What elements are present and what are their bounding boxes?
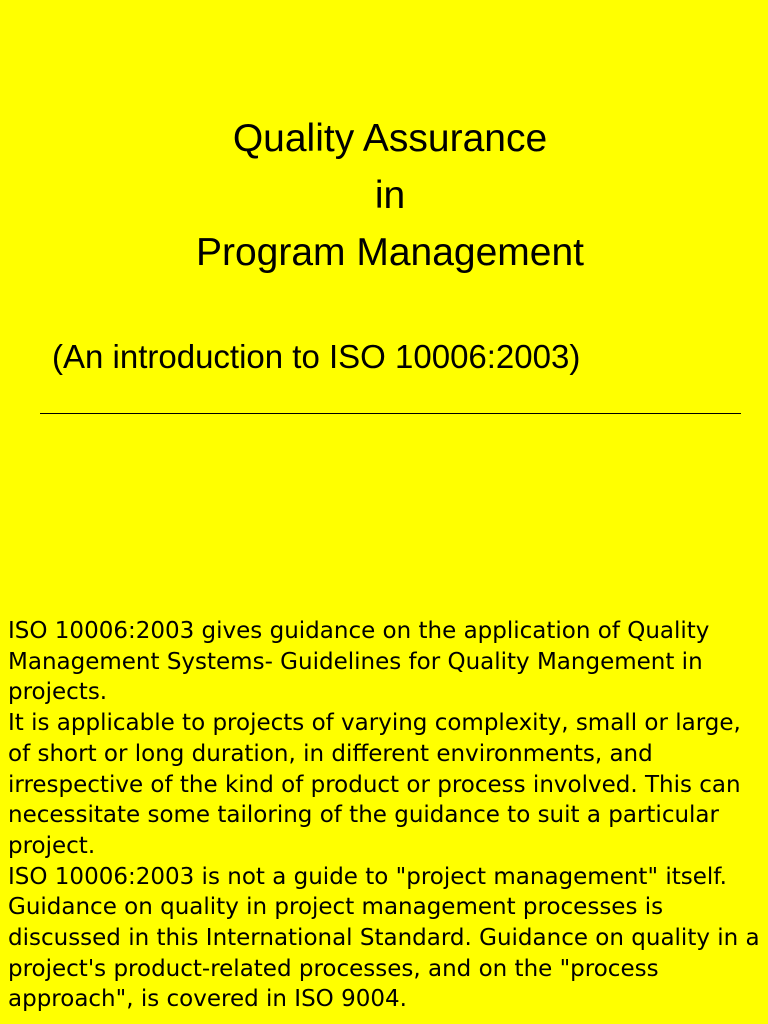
body-text bbox=[8, 616, 768, 1015]
document-subtitle: (An introduction to ISO 10006:2003) bbox=[52, 338, 581, 375]
body-paragraph-1: ISO 10006:2003 gives guidance on the application of Quality Management Systems- Guidelines for Quality Mangement in projects. bbox=[8, 618, 710, 706]
horizontal-divider bbox=[40, 413, 741, 414]
body-paragraph-3: ISO 10006:2003 is not a guide to "project management" itself. Guidance on quality in project management processes is discussed in this International Standard. Guidance on quality in a project's product-related processes, and on the "process approach", is covered in ISO 9004. bbox=[8, 863, 760, 1013]
body-paragraph-2: It is applicable to projects of varying complexity, small or large, of short or long duration, in different environments, and irrespective of the kind of product or process involved. This can necessitate some tailoring of the guidance to suit a particular project. bbox=[8, 710, 741, 859]
title-line-3: Program Management bbox=[195, 231, 585, 274]
document-title bbox=[0, 110, 768, 281]
title-line-2: in bbox=[374, 174, 406, 217]
title-line-1: Quality Assurance bbox=[232, 117, 548, 160]
